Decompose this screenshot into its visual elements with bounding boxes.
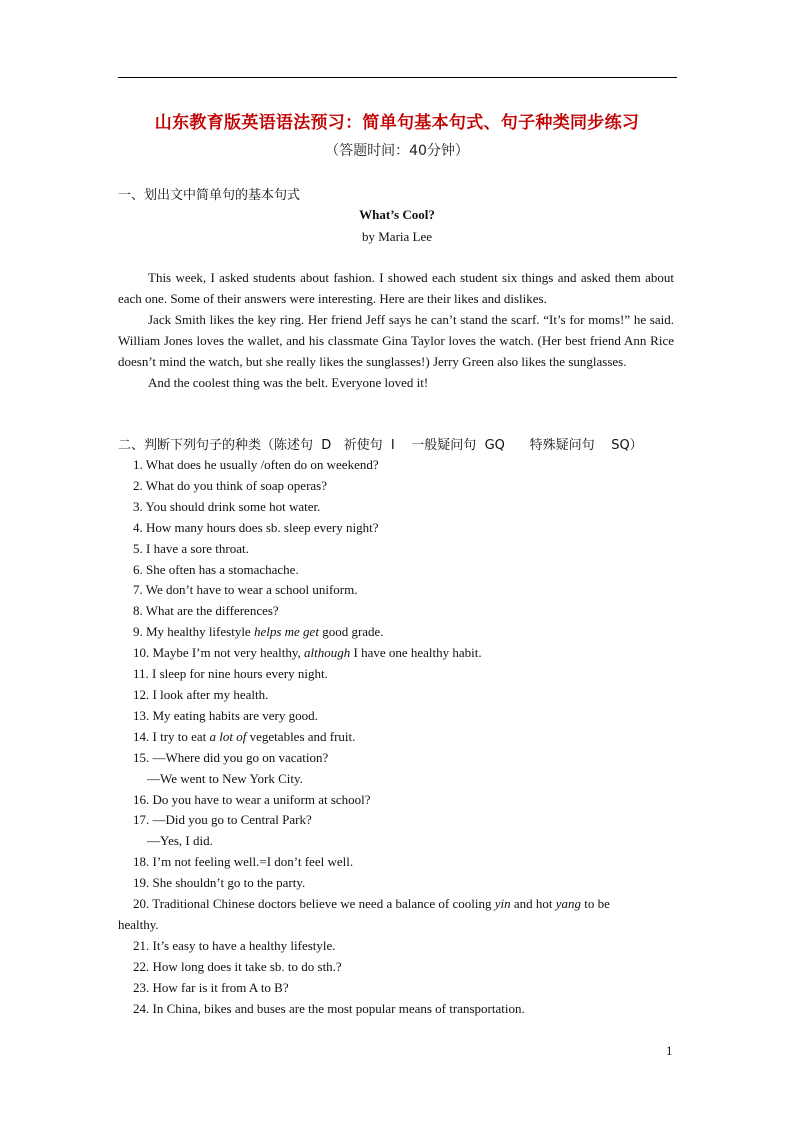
item-text: vegetables and fruit. (246, 728, 356, 744)
list-item: 1. What does he usually /often do on weekend? (133, 457, 379, 472)
item-text: and hot (510, 896, 556, 912)
item-text: to be (581, 896, 610, 912)
list-item (118, 894, 674, 936)
article-title: What’s Cool? (359, 207, 435, 222)
list-item: 15. —Where did you go on vacation? (133, 749, 329, 765)
dialogue-answer: —Yes, I did. (147, 833, 213, 849)
list-item: 6. She often has a stomachache. (133, 561, 299, 577)
item-text: 9. My healthy lifestyle (133, 624, 254, 640)
italic-word: yin (494, 896, 511, 912)
article-byline: by Maria Lee (361, 229, 433, 244)
item-text: 20. Traditional Chinese doctors believe we need a balance of cooling (133, 896, 495, 912)
list-item: 23. How far is it from A to B? (133, 979, 289, 995)
sentence-list (118, 455, 674, 1019)
italic-word: yang (555, 896, 582, 912)
list-item (118, 643, 674, 664)
list-item: 13. My eating habits are very good. (133, 707, 318, 723)
italic-phrase: a lot of (209, 728, 247, 744)
list-item: 2. What do you think of soap operas? (133, 477, 327, 493)
item-text: I have one healthy habit. (350, 645, 482, 661)
article-passage (118, 267, 674, 393)
passage-paragraph: Jack Smith likes the key ring. Her friend Jeff says he can’t stand the scarf. “It’s for moms!” he said. William Jones loves the wallet, and his classmate Gina Taylor loves the watch. (Her best friend Ann Rice doesn’t mind the watch, but she really likes the sunglasses!) Jerry Green also likes the sunglasses. (118, 312, 674, 369)
list-item (118, 622, 674, 643)
list-item: 18. I’m not feeling well.=I don’t feel well. (133, 854, 354, 870)
italic-phrase: although (304, 645, 351, 661)
list-item: 11. I sleep for nine hours every night. (133, 666, 328, 682)
list-item: 17. —Did you go to Central Park? (133, 812, 312, 828)
list-item: 4. How many hours does sb. sleep every night? (133, 519, 379, 535)
passage-paragraph: This week, I asked students about fashion. I showed each student six things and asked them about each one. Some of their answers were interesting. Here are their likes and dislikes. (118, 270, 674, 306)
list-item: 22. How long does it take sb. to do sth.? (133, 958, 342, 974)
header-rule (118, 77, 677, 78)
dialogue-answer: —We went to New York City. (147, 770, 303, 786)
passage-paragraph: And the coolest thing was the belt. Everyone loved it! (148, 375, 429, 390)
list-item: 5. I have a sore throat. (133, 540, 249, 556)
item-text: 14. I try to eat (133, 728, 210, 744)
list-item: 16. Do you have to wear a uniform at school? (133, 791, 371, 807)
time-note: （答题时间：40分钟） (325, 143, 469, 159)
section1-heading: 一、划出文中简单句的基本句式 (118, 188, 301, 203)
list-item: 3. You should drink some hot water. (133, 498, 321, 514)
item-text: good grade. (318, 624, 384, 640)
list-item: 12. I look after my health. (133, 686, 269, 702)
list-item: 21. It’s easy to have a healthy lifestyle. (133, 937, 336, 953)
page-number: 1 (666, 1043, 673, 1058)
list-item (118, 727, 674, 748)
list-item: 8. What are the differences? (133, 603, 279, 619)
item-text: healthy. (118, 916, 159, 932)
page-title: 山东教育版英语语法预习：简单句基本句式、句子种类同步练习 (154, 113, 640, 133)
section2-heading: 二、判断下列句子的种类（陈述句 D 祈使句 I 一般疑问句 GQ 特殊疑问句 SQ） (118, 438, 643, 453)
italic-phrase: helps me get (253, 624, 319, 640)
item-text: 10. Maybe I’m not very healthy, (133, 645, 304, 661)
list-item: 24. In China, bikes and buses are the most popular means of transportation. (133, 1000, 525, 1016)
list-item: 7. We don’t have to wear a school uniform. (133, 582, 358, 598)
list-item: 19. She shouldn’t go to the party. (133, 875, 306, 891)
